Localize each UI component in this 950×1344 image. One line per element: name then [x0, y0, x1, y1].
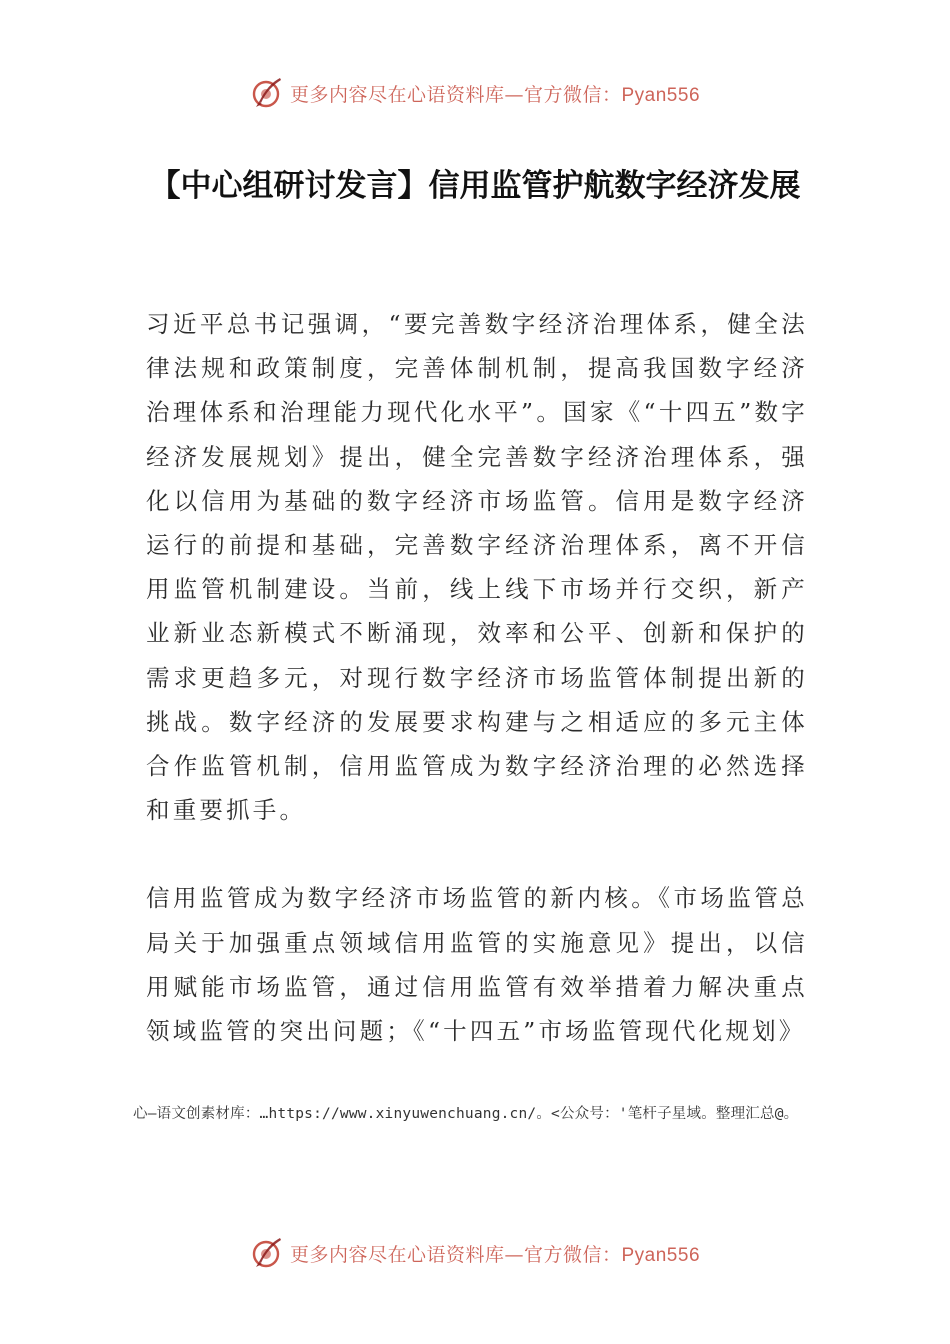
footer-banner-label: 更多内容尽在心语资料库—官方微信：: [289, 1243, 622, 1266]
footer-banner: [0, 1231, 950, 1275]
paragraph-2: 信用监管成为数字经济市场监管的新内核。《市场监管总局关于加强重点领域信用监管的实施意见》提出，以信用赋能市场监管，通过信用监管有效举措着力解决重点领域监管的突出问题；《“十四五”市场监管现代化规划》: [146, 884, 808, 1046]
source-note: 心—语文创素材库：…https://www.xinyuwenchuang.cn/。<公众号：'笔杆子星域。整理汇总@。: [133, 1106, 799, 1122]
paragraph-1: 习近平总书记强调，“要完善数字经济治理体系，健全法律法规和政策制度，完善体制机制，提高我国数字经济治理体系和治理能力现代化水平”。国家《“十四五”数字经济发展规划》提出，健全完善数字经济治理体系，强化以信用为基础的数字经济市场监管。信用是数字经济运行的前提和基础，完善数字经济治理体系，离不开信用监管机制建设。当前，线上线下市场并行交织，新产业新业态新模式不断涌现，效率和公平、创新和保护的需求更趋多元，对现行数字经济市场监管体制提出新的挑战。数字经济的发展要求构建与之相适应的多元主体合作监管机制，信用监管成为数字经济治理的必然选择和重要抓手。: [146, 310, 808, 825]
footer-banner-text: [290, 1240, 700, 1267]
document-body: [146, 302, 808, 1053]
header-banner-label: 更多内容尽在心语资料库—官方微信：: [289, 83, 622, 106]
footer-wechat-id: Pyan556: [621, 1244, 701, 1266]
quill-pen-logo-icon: [250, 1236, 284, 1270]
header-banner: [0, 71, 950, 115]
page-title: 【中心组研讨发言】信用监管护航数字经济发展: [149, 168, 801, 204]
header-wechat-id: Pyan556: [621, 84, 701, 106]
quill-pen-logo-icon: [250, 76, 284, 110]
header-banner-text: [290, 80, 700, 107]
